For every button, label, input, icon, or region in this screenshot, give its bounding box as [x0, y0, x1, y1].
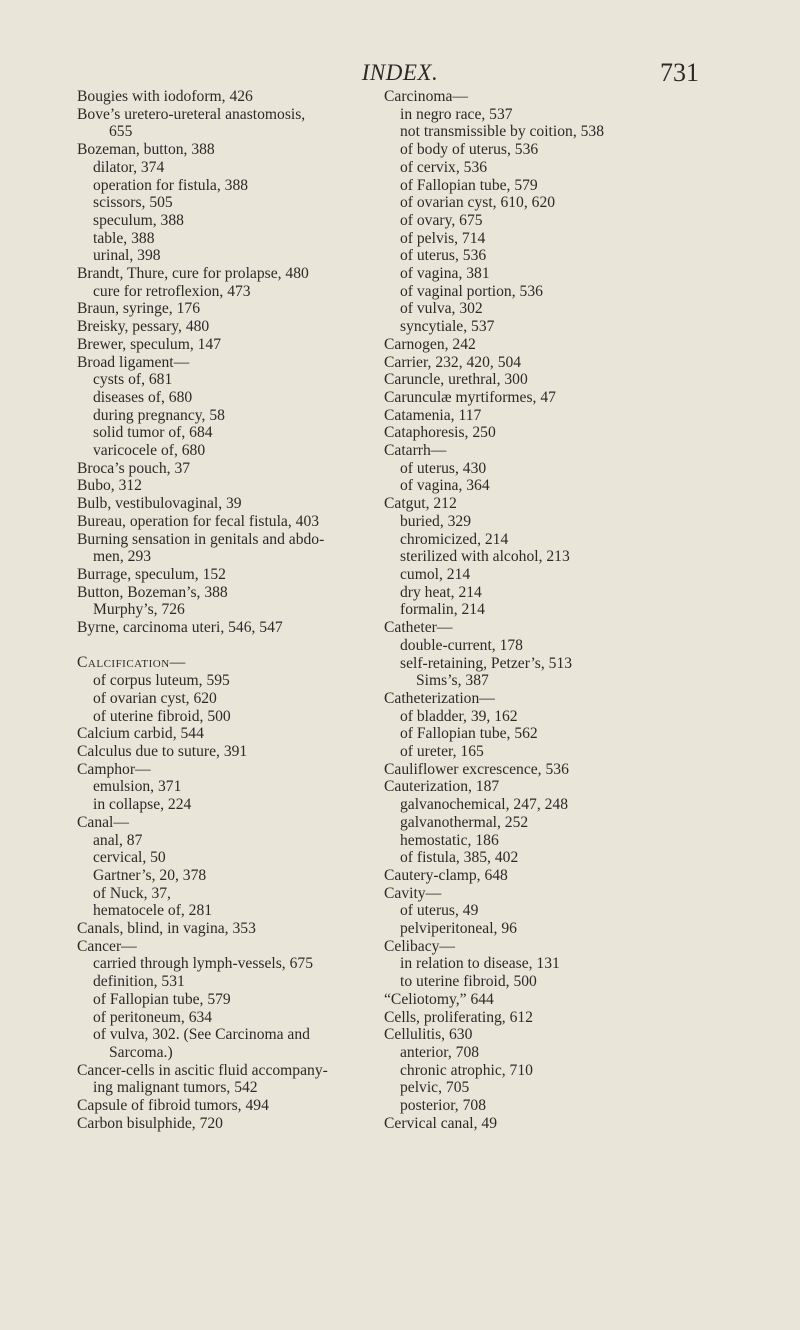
index-entry: of corpus luteum, 595: [93, 672, 230, 690]
index-entry: of pelvis, 714: [400, 229, 486, 247]
running-title: INDEX.: [361, 60, 439, 85]
index-entry: Sims’s, 387: [416, 672, 489, 690]
index-entry: in negro race, 537: [400, 105, 513, 123]
index-entry: during pregnancy, 58: [93, 406, 225, 424]
index-entry: of ovary, 675: [400, 211, 483, 229]
index-entry: Caruncle, urethral, 300: [384, 371, 528, 389]
index-entry: Cautery-clamp, 648: [384, 866, 508, 884]
index-entry: formalin, 214: [400, 601, 485, 619]
index-entry: Cauliflower excrescence, 536: [384, 760, 569, 778]
index-entry: in collapse, 224: [93, 796, 192, 814]
index-entry: of vulva, 302: [400, 300, 483, 318]
index-entry: Braun, syringe, 176: [77, 300, 200, 318]
index-entry: Burrage, speculum, 152: [77, 565, 226, 583]
index-entry: Capsule of fibroid tumors, 494: [77, 1097, 269, 1115]
index-entry: of vaginal portion, 536: [400, 282, 543, 300]
index-entry: of ureter, 165: [400, 743, 484, 761]
index-entry: self-retaining, Petzer’s, 513: [400, 654, 573, 672]
index-entry: chromicized, 214: [400, 530, 509, 548]
index-entry: Bureau, operation for fecal fistula, 403: [77, 512, 320, 530]
index-entry: definition, 531: [93, 973, 185, 991]
index-entry: galvanothermal, 252: [400, 813, 529, 831]
index-entry: Cancer—: [77, 937, 137, 955]
index-entry: sterilized with alcohol, 213: [400, 548, 570, 566]
index-entry: of Fallopian tube, 562: [400, 725, 538, 743]
index-entry: Brewer, speculum, 147: [77, 335, 222, 353]
index-entry: Cellulitis, 630: [384, 1026, 473, 1044]
index-entry: of Nuck, 37,: [93, 884, 171, 902]
index-entry: posterior, 708: [400, 1097, 486, 1115]
index-entry: cure for retroflexion, 473: [93, 282, 251, 300]
index-entry: Cervical canal, 49: [384, 1114, 498, 1132]
index-entry: Bozeman, button, 388: [77, 141, 215, 159]
index-entry: Bubo, 312: [77, 477, 142, 495]
index-entry: galvanochemical, 247, 248: [400, 796, 569, 814]
index-entry: speculum, 388: [93, 211, 184, 229]
index-entry: of body of uterus, 536: [400, 141, 539, 159]
index-entry: of peritoneum, 634: [93, 1008, 213, 1026]
index-entry: of uterus, 430: [400, 459, 487, 477]
index-entry: table, 388: [93, 229, 155, 247]
index-entry: syncytiale, 537: [400, 318, 495, 336]
index-entry: scissors, 505: [93, 194, 173, 212]
index-entry: Carbon bisulphide, 720: [77, 1114, 223, 1132]
index-entry: Carnogen, 242: [384, 335, 476, 353]
index-entry: emulsion, 371: [93, 778, 182, 796]
index-entry: Calculus due to suture, 391: [77, 743, 248, 760]
index-entry: of uterus, 536: [400, 247, 487, 265]
index-entry: Cauterization, 187: [384, 778, 500, 796]
index-entry: Catamenia, 117: [384, 406, 482, 424]
index-entry: of vagina, 364: [400, 477, 490, 495]
index-entry: 655: [109, 123, 133, 141]
index-entry: anal, 87: [93, 831, 143, 849]
index-entry: ing malignant tumors, 542: [93, 1079, 258, 1097]
index-entry: of uterine fibroid, 500: [93, 707, 231, 725]
index-entry: Gartner’s, 20, 378: [93, 866, 207, 884]
index-entry: Calcification—: [77, 654, 186, 672]
index-entry: of ovarian cyst, 610, 620: [400, 194, 556, 212]
index-entry: Broad ligament—: [77, 353, 190, 371]
index-entry: pelviperitoneal, 96: [400, 920, 517, 938]
index-entry: diseases of, 680: [93, 388, 193, 406]
index-entry: cervical, 50: [93, 849, 166, 867]
index-entry: Canal—: [77, 813, 129, 831]
index-entry: Cavity—: [384, 884, 442, 902]
index-entry: operation for fistula, 388: [93, 176, 249, 194]
index-entry: of Fallopian tube, 579: [400, 176, 538, 194]
index-entry: “Celiotomy,” 644: [384, 990, 494, 1008]
index-entry: Bulb, vestibulovaginal, 39: [77, 495, 242, 513]
index-entry: dry heat, 214: [400, 583, 482, 601]
index-entry: of vulva, 302. (See Carcinoma and: [93, 1026, 310, 1044]
index-entry: dilator, 374: [93, 158, 165, 176]
index-entry: cumol, 214: [400, 565, 471, 583]
index-entry: Catheterization—: [384, 689, 495, 707]
index-entry: Catgut, 212: [384, 495, 457, 513]
index-entry: chronic atrophic, 710: [400, 1061, 533, 1079]
index-entry: varicocele of, 680: [93, 442, 206, 460]
index-entry: double-current, 178: [400, 636, 523, 654]
index-entry: solid tumor of, 684: [93, 424, 213, 442]
index-entry: Cells, proliferating, 612: [384, 1008, 533, 1026]
page-number: 731: [660, 58, 699, 87]
index-entry: Carrier, 232, 420, 504: [384, 353, 522, 371]
index-entry: men, 293: [93, 548, 152, 566]
index-entry: Calcium carbid, 544: [77, 725, 204, 743]
index-entry: Catheter—: [384, 619, 453, 637]
index-entry: cysts of, 681: [93, 371, 173, 389]
index-entry: of uterus, 49: [400, 902, 479, 920]
index-entry: Sarcoma.): [109, 1043, 173, 1061]
index-entry: in relation to disease, 131: [400, 955, 560, 973]
index-entry: urinal, 398: [93, 247, 161, 265]
index-entry: Broca’s pouch, 37: [77, 459, 191, 477]
index-entry: hemostatic, 186: [400, 831, 499, 849]
index-entry: Breisky, pessary, 480: [77, 318, 210, 336]
index-entry: of fistula, 385, 402: [400, 849, 519, 867]
index-entry: Celibacy—: [384, 937, 456, 955]
index-entry: not transmissible by coition, 538: [400, 123, 605, 141]
index-entry: Catarrh—: [384, 442, 447, 460]
index-entry: of cervix, 536: [400, 158, 488, 176]
index-entry: hematocele of, 281: [93, 902, 213, 920]
index-entry: of vagina, 381: [400, 265, 490, 283]
index-entry: anterior, 708: [400, 1043, 480, 1061]
index-entry: Carcinoma—: [384, 88, 469, 105]
index-entry: Bougies with iodoform, 426: [77, 88, 253, 105]
index-entry: Brandt, Thure, cure for prolapse, 480: [77, 265, 309, 283]
index-entry: Burning sensation in genitals and abdo-: [77, 530, 325, 548]
index-entry: of bladder, 39, 162: [400, 707, 518, 725]
index-column-left: [77, 88, 377, 1132]
index-entry: Murphy’s, 726: [93, 601, 185, 619]
index-entry: Bove’s uretero-ureteral anastomosis,: [77, 105, 306, 123]
index-entry: carried through lymph-vessels, 675: [93, 955, 313, 973]
index-column-right: [384, 88, 704, 1132]
index-entry: Cancer-cells in ascitic fluid accompany-: [77, 1061, 328, 1079]
index-entry: Carunculæ myrtiformes, 47: [384, 388, 556, 406]
index-entry: of Fallopian tube, 579: [93, 990, 231, 1008]
index-entry: pelvic, 705: [400, 1079, 470, 1097]
index-entry: Button, Bozeman’s, 388: [77, 583, 228, 601]
index-entry: of ovarian cyst, 620: [93, 689, 217, 707]
index-entry: Canals, blind, in vagina, 353: [77, 920, 256, 938]
index-entry: Byrne, carcinoma uteri, 546, 547: [77, 619, 283, 637]
index-entry: to uterine fibroid, 500: [400, 973, 537, 991]
index-entry: Cataphoresis, 250: [384, 424, 496, 442]
index-entry: Camphor—: [77, 760, 151, 778]
index-entry: buried, 329: [400, 512, 472, 530]
